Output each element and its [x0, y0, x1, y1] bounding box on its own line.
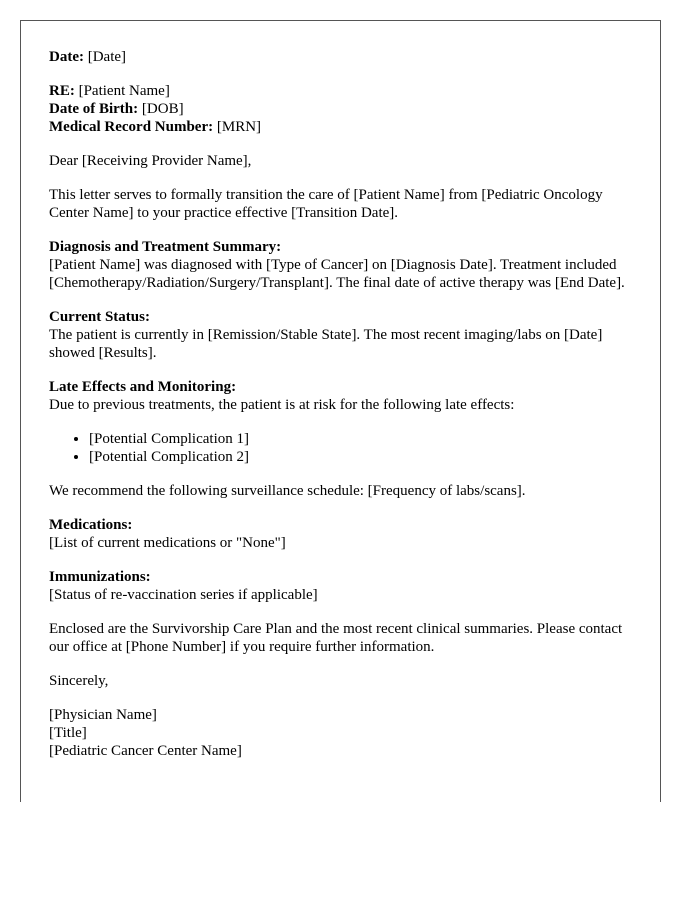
patient-header	[49, 82, 632, 136]
immunizations-text: [Status of re-vaccination series if applicable]	[49, 587, 318, 603]
late-effects-heading: Late Effects and Monitoring:	[49, 379, 237, 395]
late-effects-list	[49, 430, 632, 466]
list-item: • [Potential Complication 2]	[89, 448, 632, 466]
dob-value: [DOB]	[141, 101, 184, 117]
status-heading: Current Status:	[49, 309, 150, 325]
diagnosis-text: [Patient Name] was diagnosed with [Type of Cancer] on [Diagnosis Date]. Treatment included [Chemotherapy/Radiation/Surgery/Transplant]. The final date of active therapy was [End Date].	[49, 257, 625, 291]
physician-title: [Title]	[49, 725, 87, 741]
mrn-value: [MRN]	[216, 119, 262, 135]
mrn-line	[49, 118, 632, 136]
status-section	[49, 308, 632, 362]
re-value: [Patient Name]	[78, 83, 170, 99]
date-value: [Date]	[87, 49, 127, 65]
surveillance-paragraph: We recommend the following surveillance schedule: [Frequency of labs/scans].	[49, 483, 526, 499]
dob-line	[49, 100, 632, 118]
late-effects-section	[49, 378, 632, 414]
diagnosis-section	[49, 238, 632, 292]
dob-label: Date of Birth:	[49, 101, 139, 117]
letter-document	[20, 20, 661, 802]
medications-heading: Medications:	[49, 517, 133, 533]
salutation: Dear [Receiving Provider Name],	[49, 153, 252, 169]
status-text: The patient is currently in [Remission/Stable State]. The most recent imaging/labs on [Date] showed [Results].	[49, 327, 603, 361]
immunizations-heading: Immunizations:	[49, 569, 151, 585]
re-line	[49, 82, 632, 100]
date-line	[49, 48, 632, 66]
mrn-label: Medical Record Number:	[49, 119, 214, 135]
re-label: RE:	[49, 83, 75, 99]
center-name: [Pediatric Cancer Center Name]	[49, 743, 242, 759]
spacer	[49, 414, 632, 430]
signature-block	[49, 706, 632, 760]
closing: Sincerely,	[49, 673, 109, 689]
date-label: Date:	[49, 49, 84, 65]
late-effects-text: Due to previous treatments, the patient is at risk for the following late effects:	[49, 397, 515, 413]
intro-paragraph: This letter serves to formally transition the care of [Patient Name] from [Pediatric Oncology Center Name] to your practice effective [Transition Date].	[49, 187, 603, 221]
enclosure-paragraph: Enclosed are the Survivorship Care Plan and the most recent clinical summaries. Please contact our office at [Phone Number] if you require further information.	[49, 621, 623, 655]
immunizations-section	[49, 568, 632, 604]
medications-section	[49, 516, 632, 552]
list-item: • [Potential Complication 1]	[89, 430, 632, 448]
diagnosis-heading: Diagnosis and Treatment Summary:	[49, 239, 282, 255]
physician-name: [Physician Name]	[49, 707, 157, 723]
medications-text: [List of current medications or "None"]	[49, 535, 286, 551]
